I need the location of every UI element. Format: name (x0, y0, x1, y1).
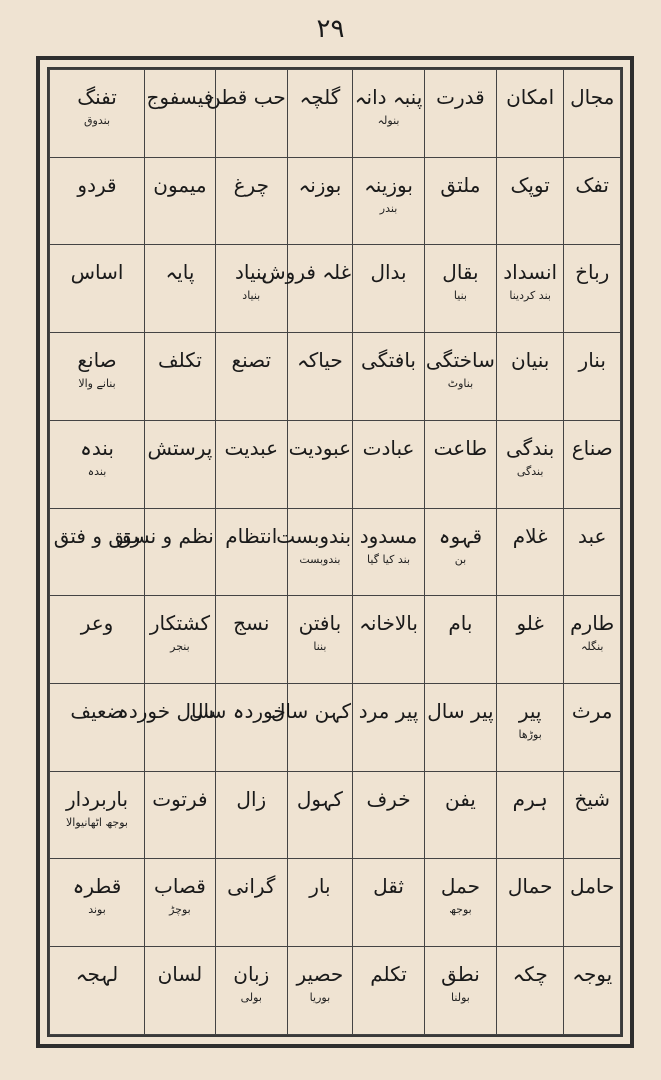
word-cell (50, 70, 145, 158)
word-text: غلہ فروش (261, 260, 352, 285)
word-cell (496, 333, 564, 421)
word-text: قہوہ (438, 523, 483, 548)
word-cell (287, 859, 352, 947)
word-cell (353, 70, 425, 158)
word-cell (353, 420, 425, 508)
table-row (50, 947, 621, 1035)
word-text: لہجہ (75, 962, 119, 987)
gloss-text: بولنا (451, 991, 470, 1005)
word-text: صناع (571, 435, 613, 460)
word-cell (496, 157, 564, 245)
word-text: پیر مرد (358, 699, 419, 724)
word-cell (145, 771, 216, 859)
word-cell (50, 157, 145, 245)
word-text: مجال (570, 85, 615, 109)
word-cell (564, 771, 621, 859)
word-cell (424, 333, 496, 421)
word-text: پنبہ دانہ (354, 85, 423, 109)
gloss-text: بنیا (453, 289, 467, 303)
word-text: عبودیت (288, 435, 352, 460)
word-text: بنیان (510, 348, 550, 373)
word-cell (496, 684, 564, 772)
word-cell (353, 333, 425, 421)
word-cell (424, 684, 496, 772)
word-cell (116, 508, 216, 596)
word-cell (496, 859, 564, 947)
word-text: امکان (506, 85, 555, 109)
word-cell (424, 859, 496, 947)
word-text: بار (309, 874, 331, 899)
word-cell (215, 157, 287, 245)
gloss-text: بنگلہ (580, 640, 604, 654)
gloss-text: بوجھ اٹھانیوالا (66, 815, 128, 829)
word-cell (353, 771, 425, 859)
word-cell (564, 947, 621, 1035)
word-cell (287, 771, 352, 859)
word-cell (189, 684, 287, 772)
word-text: بافتگی (361, 348, 417, 373)
word-text: ثقل (373, 874, 404, 899)
word-text: بنیاد (234, 260, 268, 285)
word-cell (50, 947, 145, 1035)
word-cell (270, 684, 352, 772)
table-row (50, 596, 621, 684)
gloss-text: بندر (379, 201, 398, 215)
word-cell (424, 420, 496, 508)
word-text: بقال (442, 260, 479, 285)
word-text: رباخ (575, 260, 610, 285)
word-text: بام (448, 611, 473, 636)
word-text: طارم (570, 611, 615, 636)
word-text: تفک (575, 172, 609, 197)
word-cell (496, 508, 564, 596)
word-text: چرغ (233, 172, 269, 197)
vocabulary-table-body (50, 70, 621, 1035)
word-cell (145, 420, 216, 508)
word-text: بوزنہ (298, 172, 342, 197)
word-text: بافتن (298, 611, 342, 636)
word-cell (50, 508, 145, 596)
word-text: گلچہ (299, 85, 341, 109)
word-text: حصیر (296, 962, 344, 987)
word-text: قدرت (436, 85, 485, 109)
word-cell (145, 70, 216, 158)
table-frame (36, 56, 634, 1048)
word-text: حمل (440, 874, 480, 899)
word-text: اساس (70, 260, 124, 285)
word-cell (496, 420, 564, 508)
word-cell (353, 245, 425, 333)
word-text: ضعیف (70, 699, 124, 724)
word-cell (496, 70, 564, 158)
word-text: قردو (77, 172, 117, 197)
word-cell (50, 420, 145, 508)
word-text: قصاب (154, 874, 206, 899)
word-cell (424, 70, 496, 158)
word-cell (276, 508, 352, 596)
word-cell (145, 859, 216, 947)
word-text: نسج (233, 611, 270, 636)
gloss-text: بنیاد (242, 289, 261, 303)
word-cell (206, 70, 287, 158)
table-row (50, 859, 621, 947)
word-text: انسداد (503, 260, 558, 285)
word-text: طاعت (433, 435, 488, 460)
word-cell (50, 245, 145, 333)
word-cell (353, 684, 425, 772)
word-text: تکلف (157, 348, 202, 373)
word-text: بندگی (506, 435, 555, 460)
table-row (50, 70, 621, 158)
word-cell (215, 245, 287, 333)
word-text: گرانی (227, 874, 276, 899)
word-cell (215, 333, 287, 421)
gloss-text: بننا (313, 640, 327, 654)
word-cell (287, 333, 352, 421)
word-cell (424, 771, 496, 859)
word-cell (564, 508, 621, 596)
word-cell (564, 333, 621, 421)
table-row (50, 420, 621, 508)
word-cell (564, 684, 621, 772)
gloss-text: بند کردینا (509, 289, 551, 303)
word-cell (215, 420, 287, 508)
word-text: لسان (157, 962, 203, 987)
table-row (50, 771, 621, 859)
word-cell (424, 596, 496, 684)
word-cell (287, 157, 352, 245)
word-text: پیر سال (427, 699, 494, 724)
word-text: حامل (570, 874, 615, 899)
word-cell (145, 596, 216, 684)
word-cell (353, 508, 425, 596)
word-text: باربردار (65, 786, 129, 811)
word-cell (50, 333, 145, 421)
word-cell (145, 947, 216, 1035)
word-text: کہن سال (270, 699, 352, 724)
word-cell (145, 157, 216, 245)
gloss-text: بند کیا گیا (367, 552, 411, 566)
gloss-text: بندگی (516, 464, 544, 478)
word-cell (564, 157, 621, 245)
word-cell (496, 596, 564, 684)
word-text: تفنگ (77, 85, 117, 109)
word-text: مسدود (359, 523, 418, 548)
word-cell (564, 245, 621, 333)
word-cell (215, 947, 287, 1035)
word-text: فیسفوج (146, 85, 214, 109)
word-cell (496, 245, 564, 333)
word-text: رتق و فتق (53, 523, 141, 548)
word-cell (424, 508, 496, 596)
word-cell (145, 245, 216, 333)
word-text: وعر (80, 611, 114, 636)
word-text: تکلم (370, 962, 407, 987)
word-cell (287, 596, 352, 684)
word-text: توپک (510, 172, 550, 197)
table-row (50, 508, 621, 596)
word-text: کشتکار (149, 611, 211, 636)
word-text: بندوبست (276, 523, 352, 548)
word-text: بالاخانہ (359, 611, 418, 636)
word-text: یفن (444, 786, 476, 811)
word-text: پایہ (165, 260, 195, 285)
word-text: غلام (512, 523, 548, 548)
gloss-text: بناوٹ (447, 377, 474, 391)
gloss-text: بندوبست (299, 552, 341, 566)
word-cell (496, 947, 564, 1035)
table-row (50, 157, 621, 245)
word-cell (353, 859, 425, 947)
table-inner-border (47, 67, 623, 1037)
word-cell (424, 245, 496, 333)
word-cell (215, 859, 287, 947)
word-text: ساختگی (425, 348, 495, 373)
word-text: صانع (77, 348, 117, 373)
table-row (50, 684, 621, 772)
word-text: پرستش (147, 435, 213, 460)
gloss-text: بوڑھا (518, 728, 542, 742)
word-text: مرث (571, 699, 613, 724)
word-text: حیاکہ (297, 348, 343, 373)
gloss-text: بوچڑ (169, 903, 191, 917)
word-text: غلو (516, 611, 544, 636)
word-text: خوردہ سال (189, 699, 286, 724)
word-cell (50, 771, 145, 859)
word-text: نظم و نسق (116, 523, 214, 548)
table-row (50, 245, 621, 333)
word-cell (287, 70, 352, 158)
gloss-text: بندہ (87, 464, 107, 478)
word-text: سال خوردہ (117, 699, 214, 724)
word-text: ملتق (440, 172, 481, 197)
word-cell (261, 245, 352, 333)
word-cell (215, 771, 287, 859)
word-cell (564, 70, 621, 158)
word-text: حب قطن (206, 85, 286, 109)
word-text: ہرم (512, 786, 548, 811)
page-number: ۲۹ (316, 14, 345, 44)
word-text: کہول (296, 786, 343, 811)
word-cell (117, 684, 216, 772)
word-cell (496, 771, 564, 859)
word-text: بوزینہ (364, 172, 413, 197)
word-cell (353, 157, 425, 245)
word-text: بندہ (80, 435, 114, 460)
gloss-text: بوند (88, 903, 106, 917)
word-cell (564, 859, 621, 947)
word-text: بدال (370, 260, 407, 285)
gloss-text: بنانے والا (78, 377, 116, 391)
word-cell (287, 947, 352, 1035)
word-text: انتظام (225, 523, 278, 548)
word-cell (424, 157, 496, 245)
word-cell (50, 684, 145, 772)
gloss-text: بن (454, 552, 467, 566)
word-text: حمال (507, 874, 553, 899)
word-text: شیخ (574, 786, 611, 811)
gloss-text: بندوق (84, 114, 111, 127)
word-text: زال (236, 786, 267, 811)
word-cell (564, 420, 621, 508)
word-cell (145, 333, 216, 421)
word-cell (287, 420, 352, 508)
word-text: عبادت (362, 435, 415, 460)
word-text: تصنع (231, 348, 272, 373)
word-cell (215, 508, 287, 596)
word-cell (424, 947, 496, 1035)
word-cell (353, 947, 425, 1035)
gloss-text: بوریا (309, 991, 331, 1005)
gloss-text: بنولہ (377, 114, 400, 127)
word-text: یوجہ (572, 962, 613, 987)
word-text: پیر (518, 699, 542, 724)
vocabulary-table (49, 69, 621, 1035)
word-cell (215, 596, 287, 684)
word-text: بنار (578, 348, 606, 373)
gloss-text: بولی (240, 991, 262, 1005)
word-cell (50, 596, 145, 684)
word-text: خرف (366, 786, 411, 811)
word-text: عبدیت (224, 435, 279, 460)
word-text: فرتوت (152, 786, 208, 811)
word-text: میمون (153, 172, 207, 197)
word-cell (353, 596, 425, 684)
word-cell (564, 596, 621, 684)
word-text: زبان (233, 962, 270, 987)
word-text: نطق (441, 962, 480, 987)
word-text: چکہ (512, 962, 548, 987)
word-text: عبد (577, 523, 607, 548)
word-text: قطرہ (72, 874, 122, 899)
gloss-text: بوجھ (449, 903, 472, 917)
gloss-text: بنجر (170, 640, 190, 654)
table-row (50, 333, 621, 421)
word-cell (50, 859, 145, 947)
